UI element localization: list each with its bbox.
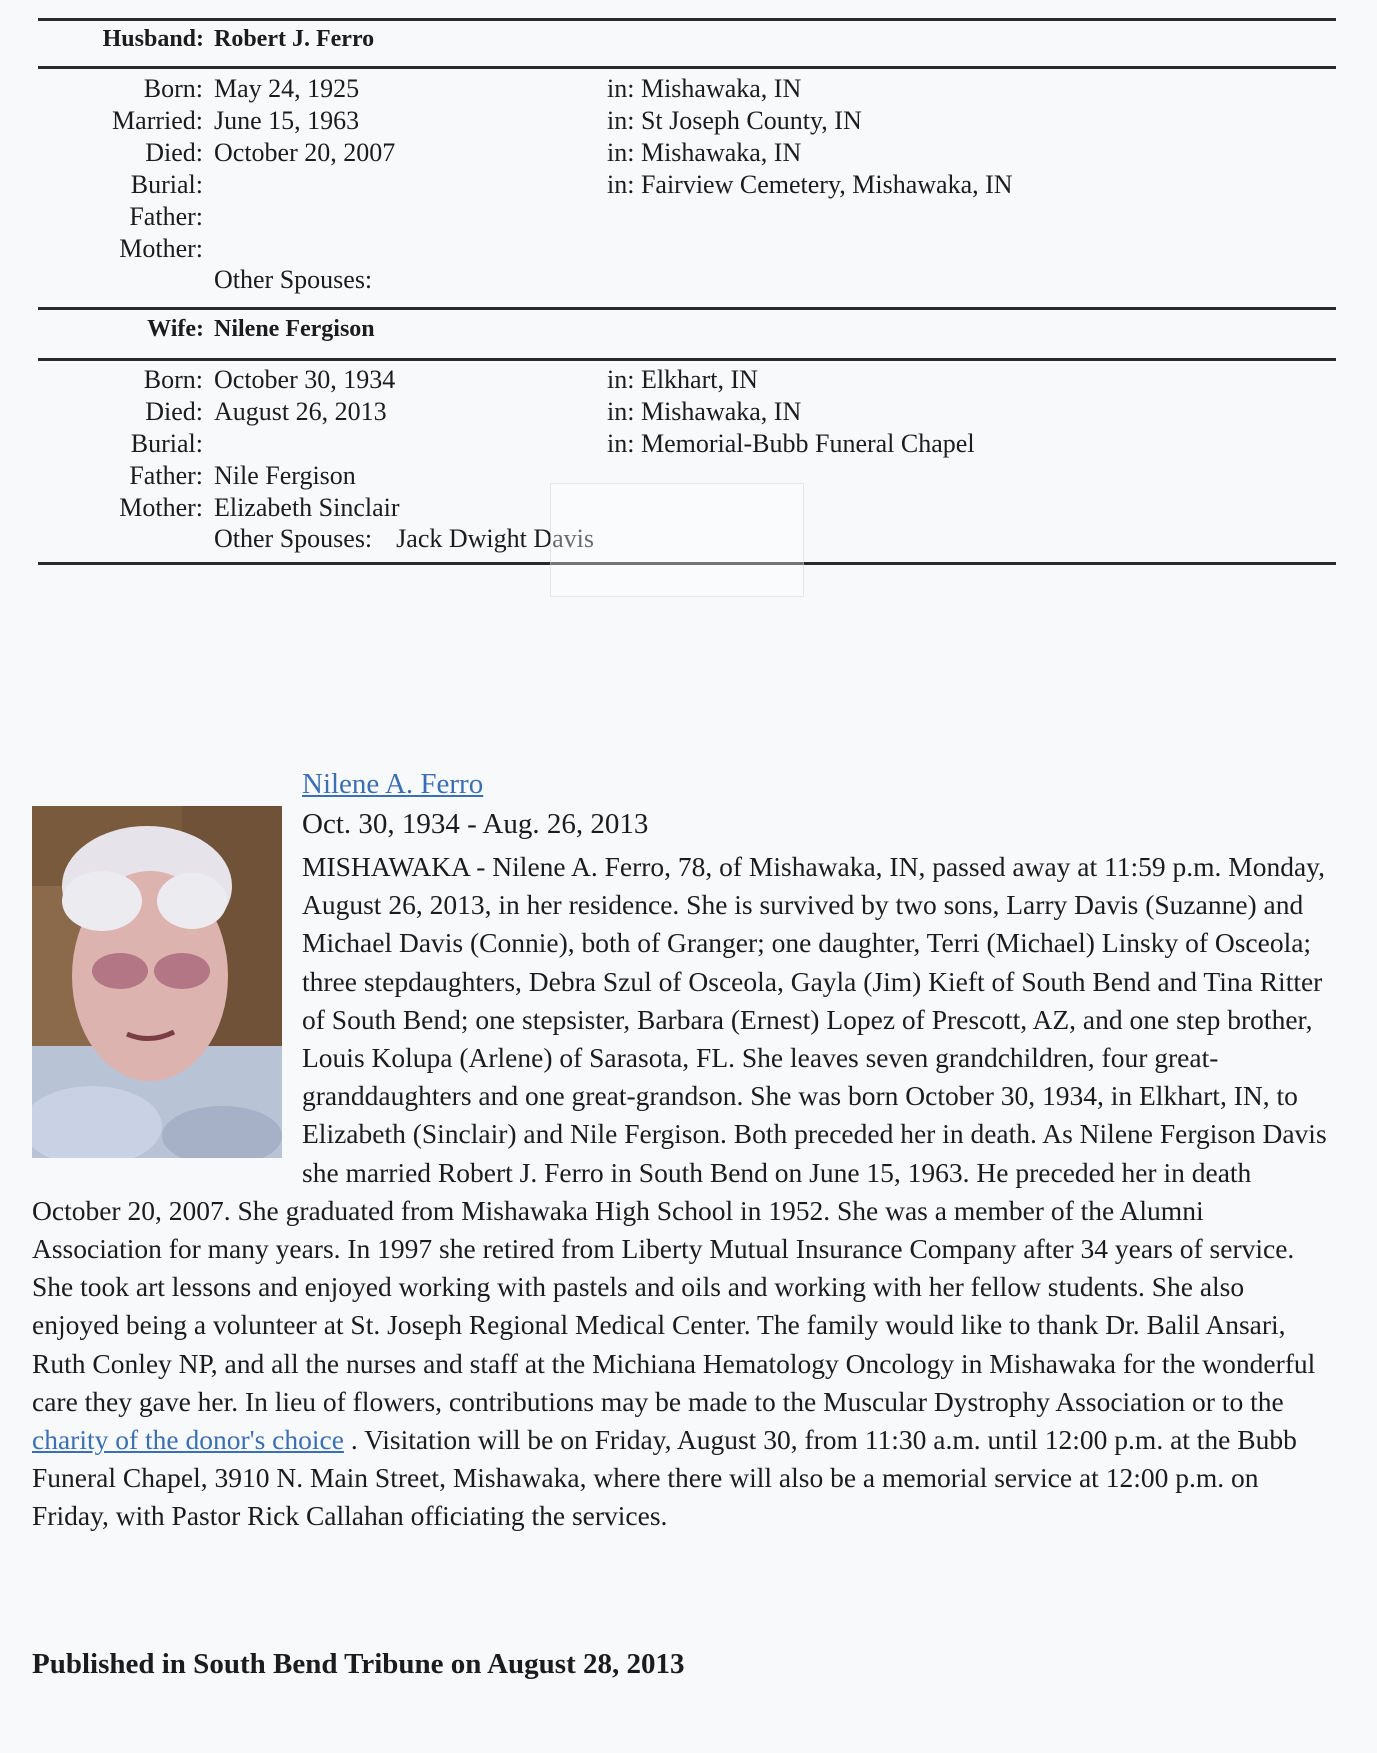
in-label: in:	[607, 397, 635, 426]
obituary-dates: Oct. 30, 1934 - Aug. 26, 2013	[302, 808, 649, 840]
published-line: Published in South Bend Tribune on August 28, 2013	[32, 1648, 685, 1680]
fact-value: October 30, 1934	[214, 365, 396, 394]
fact-place	[607, 73, 801, 105]
rule-top	[38, 18, 1336, 21]
fact-value: October 20, 2007	[214, 138, 396, 167]
place-value: St Joseph County, IN	[640, 106, 862, 135]
fact-place	[607, 396, 801, 428]
fact-label: Mother:	[119, 493, 203, 522]
other-spouses-value: Jack Dwight Davis	[396, 524, 595, 553]
other-spouses-label: Other Spouses:	[214, 524, 373, 553]
in-label: in:	[607, 365, 635, 394]
in-label: in:	[607, 74, 635, 103]
place-value: Elkhart, IN	[640, 365, 758, 394]
fact-label: Died:	[145, 397, 203, 426]
in-label: in:	[607, 106, 635, 135]
fact-value: Nile Fergison	[214, 461, 356, 490]
fact-label: Father:	[129, 202, 203, 231]
fact-label: Burial:	[130, 170, 203, 199]
fact-place	[607, 428, 975, 460]
husband-other-spouses	[214, 264, 396, 296]
obituary-text: MISHAWAKA - Nilene A. Ferro, 78, of Mishawaka, IN, passed away at 11:59 p.m. Monday, August 26, 2013, in her residence. She is survived by two sons, Larry Davis (Suzanne) and Michael Davis (Connie), both of Granger; one daughter, Terri (Michael) Linsky of Osceola; three stepdaughters, Debra Szul of Osceola, Gayla (Jim) Kieft of South Bend and Tina Ritter of South Bend; one stepsister, Barbara (Ernest) Lopez of Prescott, AZ, and one step brother, Louis Kolupa (Arlene) of Sarasota, FL. She leaves seven grandchildren, four great-granddaughters and one great-grandson. She was born October 30, 1934, in Elkhart, IN, to Elizabeth (Sinclair) and Nile Fergison. Both preceded her in death. As Nilene Fergison Davis she married Robert J. Ferro in South Bend on June 15, 1963. He preceded her in death October 20, 2007. She graduated from Mishawaka High School in 1952. She was a member of the Alumni Association for many years. In 1997 she retired from Liberty Mutual Insurance Company after 34 years of service. She took art lessons and enjoyed working with pastels and oils and working with her fellow students. She also enjoyed being a volunteer at St. Joseph Regional Medical Center. The family would like to thank Dr. Balil Ansari, Ruth Conley NP, and all the nurses and staff at the Michiana Hematology Oncology in Mishawaka for the wonderful care they gave her. In lieu of flowers, contributions may be made to the Muscular Dystrophy Association or to the	[32, 851, 1327, 1417]
husband-label: Husband:	[102, 26, 204, 52]
fact-place	[607, 169, 1013, 201]
place-value: Mishawaka, IN	[640, 74, 802, 103]
place-value: Fairview Cemetery, Mishawaka, IN	[640, 170, 1013, 199]
fact-label: Mother:	[119, 234, 203, 263]
fact-label: Born:	[143, 74, 203, 103]
fact-label: Died:	[145, 138, 203, 167]
photo-spacer	[32, 848, 302, 1191]
wife-other-spouses	[214, 523, 594, 555]
husband-name: Robert J. Ferro	[214, 26, 375, 52]
fact-place	[607, 137, 801, 169]
place-value: Memorial-Bubb Funeral Chapel	[640, 429, 975, 458]
fact-value: May 24, 1925	[214, 74, 360, 103]
rule-husband	[38, 66, 1336, 69]
rule-wife-top	[38, 307, 1336, 310]
place-value: Mishawaka, IN	[640, 138, 802, 167]
fact-value: August 26, 2013	[214, 397, 387, 426]
fact-place	[607, 105, 862, 137]
wife-label: Wife:	[147, 316, 204, 342]
obituary-title-link[interactable]: Nilene A. Ferro	[302, 768, 484, 800]
wife-name: Nilene Fergison	[214, 316, 375, 342]
charity-link[interactable]: charity of the donor's choice	[32, 1424, 344, 1456]
fact-label: Born:	[143, 365, 203, 394]
in-label: in:	[607, 170, 635, 199]
in-label: in:	[607, 138, 635, 167]
place-value: Mishawaka, IN	[640, 397, 802, 426]
fact-label: Burial:	[130, 429, 203, 458]
fact-label: Married:	[112, 106, 203, 135]
fact-label: Father:	[129, 461, 203, 490]
tape-mark	[550, 483, 804, 597]
rule-wife	[38, 358, 1336, 361]
obituary-text-end: . Visitation will be on Friday, August 30, from 11:30 a.m. until 12:00 p.m. at the Bubb Funeral Chapel, 3910 N. Main Street, Mishawaka, where there will also be a memorial service at 12:00 p.m. on Friday, with Pastor Rick Callahan officiating the services.	[32, 1424, 1297, 1532]
fact-value: Elizabeth Sinclair	[214, 493, 400, 522]
in-label: in:	[607, 429, 635, 458]
fact-value: June 15, 1963	[214, 106, 360, 135]
obituary-body	[32, 848, 1336, 1536]
fact-place	[607, 364, 758, 396]
other-spouses-label: Other Spouses:	[214, 265, 373, 294]
